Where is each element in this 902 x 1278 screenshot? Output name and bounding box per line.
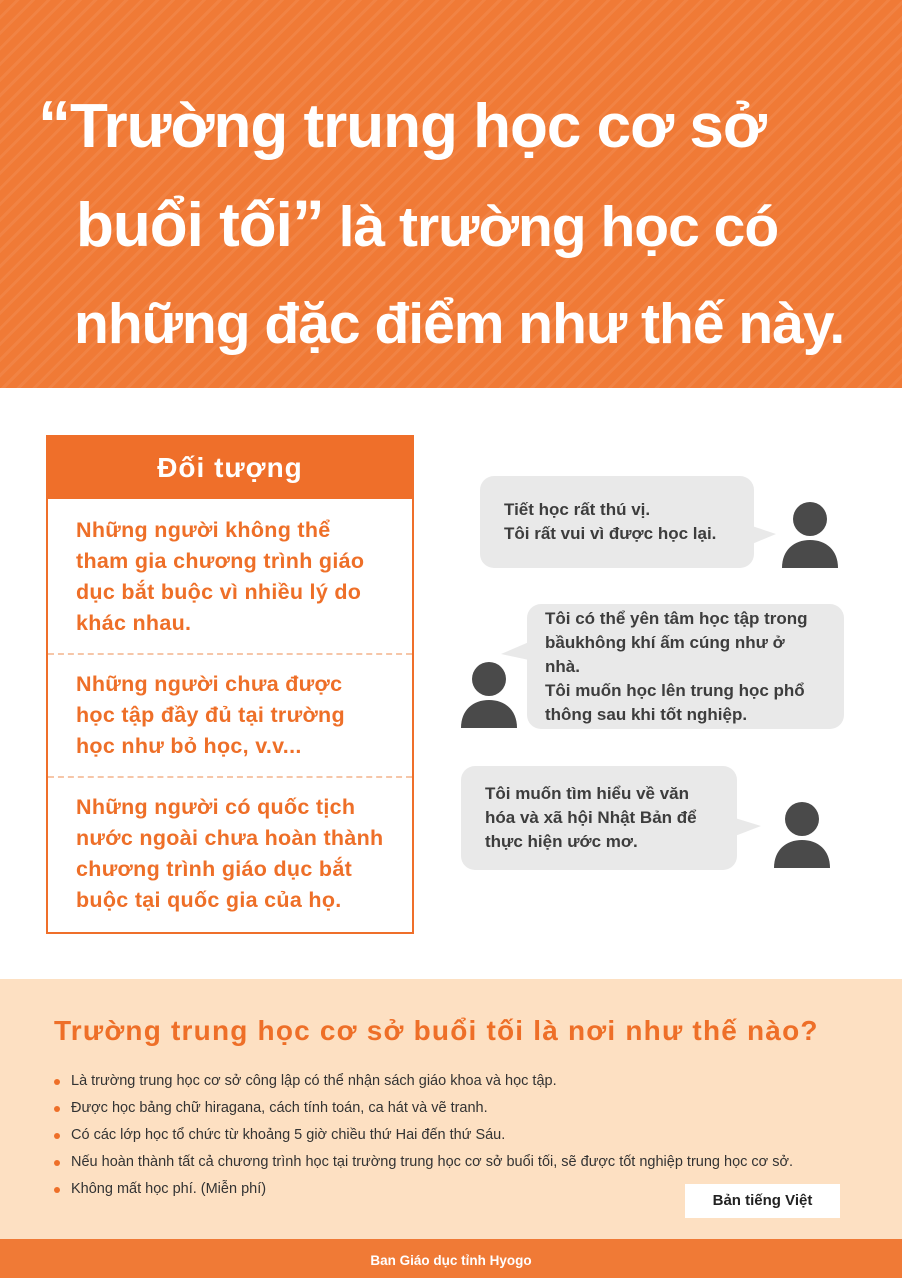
footer-text: Ban Giáo dục tỉnh Hyogo bbox=[370, 1253, 532, 1268]
title-close-quote: ” bbox=[291, 186, 324, 260]
hero-banner bbox=[0, 0, 902, 388]
testimonial-bubble bbox=[480, 476, 754, 568]
info-list bbox=[54, 1068, 793, 1203]
title-highlight-line1: Trường trung học cơ sở bbox=[70, 92, 766, 161]
list-item: Không mất học phí. (Miễn phí) bbox=[54, 1176, 793, 1203]
page-title bbox=[38, 76, 888, 372]
testimonial-line: thông sau khi tốt nghiệp. bbox=[545, 704, 748, 724]
testimonial-line: thực hiện ước mơ. bbox=[485, 832, 638, 851]
person-icon bbox=[772, 800, 832, 868]
target-heading: Đối tượng bbox=[48, 437, 412, 499]
list-item: Được học bảng chữ hiragana, cách tính toán, ca hát và vẽ tranh. bbox=[54, 1095, 793, 1122]
target-item: Những người chưa được học tập đầy đủ tại trường học như bỏ học, v.v... bbox=[48, 653, 412, 776]
testimonial-line: hóa và xã hội Nhật Bản để bbox=[485, 808, 697, 827]
list-item: Là trường trung học cơ sở công lập có thể nhận sách giáo khoa và học tập. bbox=[54, 1068, 793, 1095]
testimonial-bubble bbox=[527, 604, 844, 729]
info-section bbox=[0, 979, 902, 1239]
testimonial-bubble bbox=[461, 766, 737, 870]
info-title: Trường trung học cơ sở buổi tối là nơi như thế nào? bbox=[54, 1015, 819, 1046]
person-icon bbox=[459, 660, 519, 728]
footer bbox=[0, 1239, 902, 1278]
testimonial-line: Tôi muốn học lên trung học phổ bbox=[545, 680, 805, 700]
title-rest-line3: những đặc điểm như thế này. bbox=[74, 292, 845, 356]
person-icon bbox=[780, 500, 840, 568]
testimonial-line: bầukhông khí ấm cúng như ở nhà. bbox=[545, 632, 785, 676]
title-highlight-line2: buổi tối bbox=[76, 191, 292, 260]
title-open-quote: “ bbox=[38, 87, 70, 161]
target-audience-box bbox=[46, 435, 414, 934]
title-rest-line2: là trường học có bbox=[323, 195, 779, 259]
list-item: Có các lớp học tổ chức từ khoảng 5 giờ chiều thứ Hai đến thứ Sáu. bbox=[54, 1122, 793, 1149]
language-button[interactable]: Bản tiếng Việt bbox=[685, 1184, 840, 1218]
testimonial-line: Tôi có thể yên tâm học tập trong bbox=[545, 608, 808, 628]
testimonial-line: Tôi rất vui vì được học lại. bbox=[504, 524, 717, 543]
testimonial-line: Tiết học rất thú vị. bbox=[504, 500, 651, 519]
target-item: Những người có quốc tịch nước ngoài chưa hoàn thành chương trình giáo dục bắt buộc tại quốc gia của họ. bbox=[48, 776, 412, 930]
target-item: Những người không thể tham gia chương trình giáo dục bắt buộc vì nhiều lý do khác nhau. bbox=[76, 518, 365, 635]
list-item: Nếu hoàn thành tất cả chương trình học tại trường trung học cơ sở buổi tối, sẽ được tốt nghiệp trung học cơ sở. bbox=[54, 1149, 793, 1176]
testimonial-line: Tôi muốn tìm hiểu về văn bbox=[485, 784, 690, 803]
